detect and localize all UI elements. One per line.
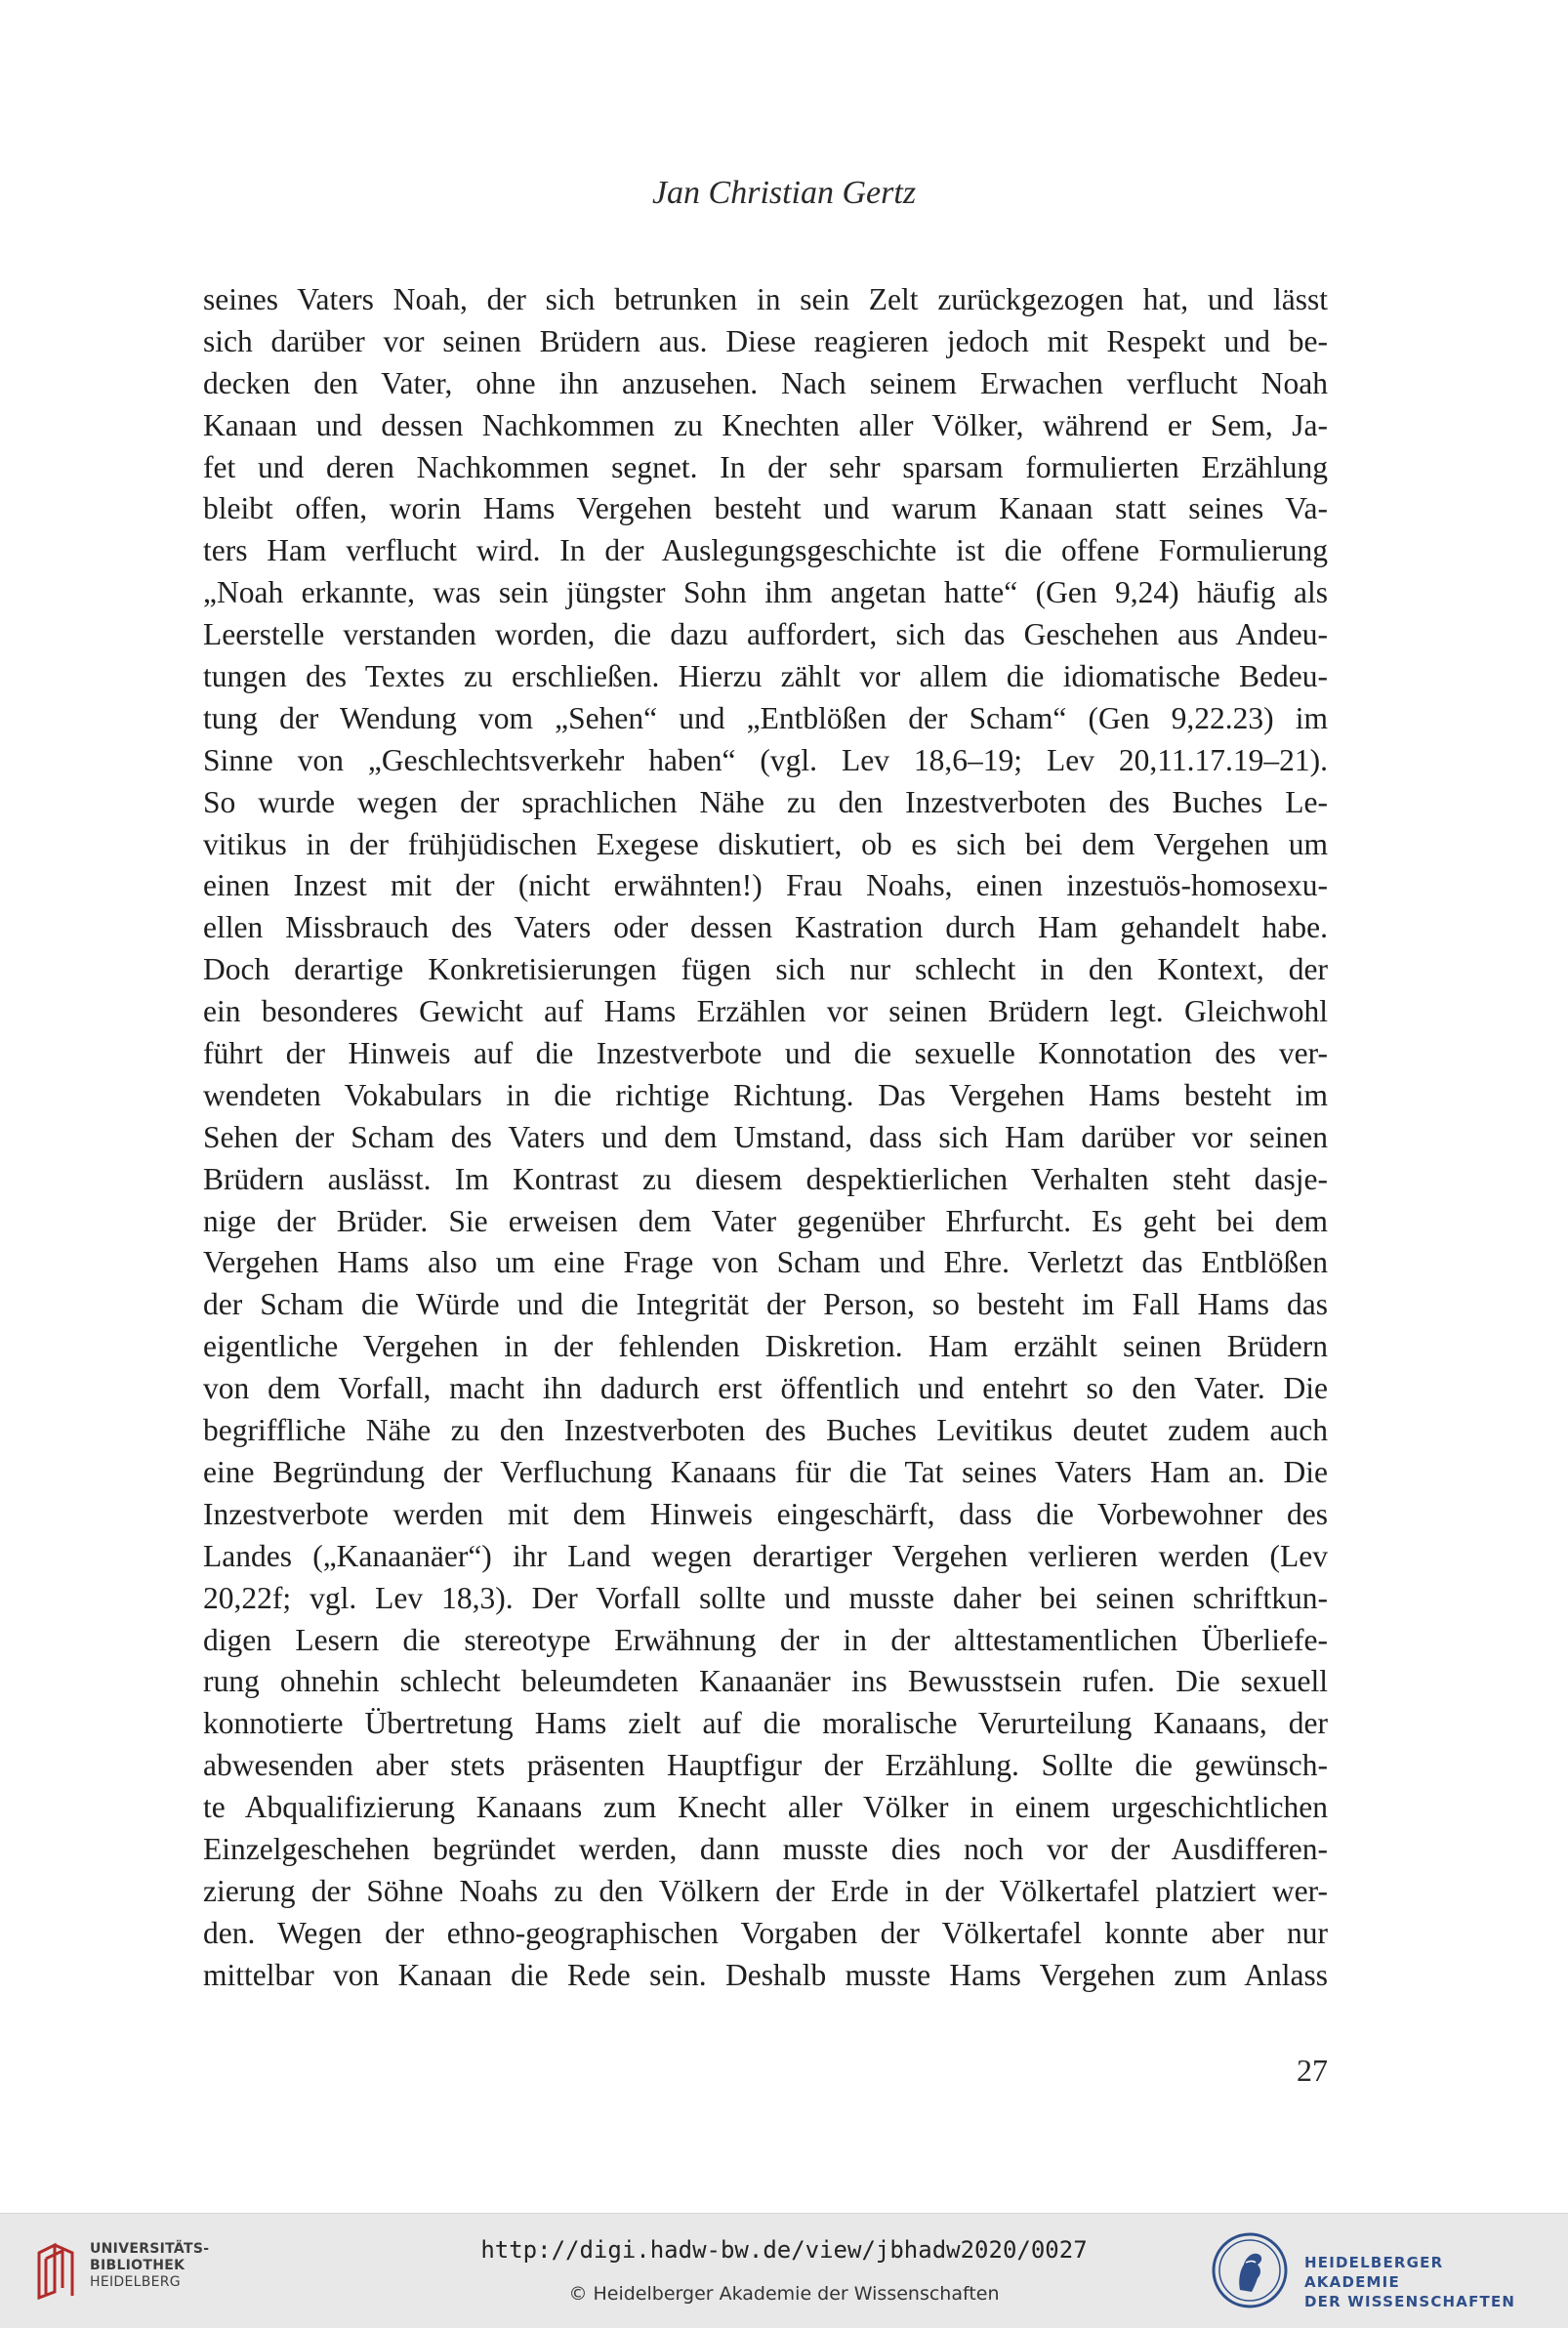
text-line: sich darüber vor seinen Brüdern aus. Diese reagieren jedoch mit Respekt und be- xyxy=(203,323,1328,358)
text-line: mittelbar von Kanaan die Rede sein. Deshalb musste Hams Vergehen zum Anlass xyxy=(203,1957,1328,1992)
text-line: vitikus in der frühjüdischen Exegese diskutiert, ob es sich bei dem Vergehen um xyxy=(203,826,1328,861)
text-line: Landes („Kanaanäer“) ihr Land wegen derartiger Vergehen verlieren werden (Lev xyxy=(203,1538,1328,1573)
library-logo-line3: HEIDELBERG xyxy=(90,2274,181,2290)
text-line: wendeten Vokabulars in die richtige Richtung. Das Vergehen Hams besteht im xyxy=(203,1077,1328,1112)
text-line: tung der Wendung vom „Sehen“ und „Entblößen der Scham“ (Gen 9,22.23) im xyxy=(203,700,1328,735)
text-line: Sinne von „Geschlechtsverkehr haben“ (vgl. Lev 18,6–19; Lev 20,11.17.19–21). xyxy=(203,742,1328,777)
academy-logo-line1: HEIDELBERGER AKADEMIE xyxy=(1304,2254,1444,2291)
text-line: konnotierte Übertretung Hams zielt auf die moralische Verurteilung Kanaans, der xyxy=(203,1706,1328,1741)
text-line: Leerstelle verstanden worden, die dazu auffordert, sich das Geschehen aus Andeu- xyxy=(203,617,1328,652)
academy-seal-icon xyxy=(1211,2231,1289,2309)
text-line: abwesenden aber stets präsenten Hauptfigur der Erzählung. Sollte die gewünsch- xyxy=(203,1748,1328,1783)
text-line: 20,22f; vgl. Lev 18,3). Der Vorfall sollte und musste daher bei seinen schriftkun- xyxy=(203,1580,1328,1615)
text-line: Kanaan und dessen Nachkommen zu Knechten aller Völker, während er Sem, Ja- xyxy=(203,407,1328,442)
text-line: tungen des Textes zu erschließen. Hierzu zählt vor allem die idiomatische Bedeu- xyxy=(203,659,1328,694)
text-line: Sehen der Scham des Vaters und dem Umstand, dass sich Ham darüber vor seinen xyxy=(203,1119,1328,1154)
text-line: eine Begründung der Verfluchung Kanaans für die Tat seines Vaters Ham an. Die xyxy=(203,1454,1328,1489)
text-line: Brüdern auslässt. Im Kontrast zu diesem despektierlichen Verhalten steht dasje- xyxy=(203,1161,1328,1196)
text-line: von dem Vorfall, macht ihn dadurch erst öffentlich und entehrt so den Vater. Die xyxy=(203,1371,1328,1406)
text-line: te Abqualifizierung Kanaans zum Knecht aller Völker in einem urgeschichtlichen xyxy=(203,1790,1328,1825)
library-logo-line2: BIBLIOTHEK xyxy=(90,2258,186,2273)
text-line: Vergehen Hams also um eine Frage von Scham und Ehre. Verletzt das Entblößen xyxy=(203,1245,1328,1280)
text-line: „Noah erkannte, was sein jüngster Sohn ihm angetan hatte“ (Gen 9,24) häufig als xyxy=(203,575,1328,610)
text-line: decken den Vater, ohne ihn anzusehen. Nach seinem Erwachen verflucht Noah xyxy=(203,365,1328,400)
text-line: eigentliche Vergehen in der fehlenden Diskretion. Ham erzählt seinen Brüdern xyxy=(203,1329,1328,1364)
permalink-url[interactable]: http://digi.hadw-bw.de/view/jbhadw2020/0027 xyxy=(480,2236,1088,2264)
text-line: nige der Brüder. Sie erweisen dem Vater gegenüber Ehrfurcht. Es geht bei dem xyxy=(203,1203,1328,1238)
copyright-notice: © Heidelberger Akademie der Wissenschaften xyxy=(568,2283,1000,2305)
text-line: begriffliche Nähe zu den Inzestverboten des Buches Levitikus deutet zudem auch xyxy=(203,1413,1328,1448)
body-text xyxy=(203,279,1328,1997)
library-logo-line1: UNIVERSITÄTS- xyxy=(90,2241,210,2257)
page-number: 27 xyxy=(1297,2053,1328,2088)
text-line: digen Lesern die stereotype Erwähnung der in der alttestamentlichen Überliefe- xyxy=(203,1622,1328,1657)
text-line: Einzelgeschehen begründet werden, dann musste dies noch vor der Ausdifferen- xyxy=(203,1831,1328,1866)
text-line: rung ohnehin schlecht beleumdeten Kanaanäer ins Bewusstsein rufen. Die sexuell xyxy=(203,1664,1328,1699)
academy-logo-text xyxy=(1304,2253,1543,2311)
running-head: Jan Christian Gertz xyxy=(651,175,917,211)
academy-logo[interactable] xyxy=(1211,2231,1543,2309)
text-line: Inzestverbote werden mit dem Hinweis eingeschärft, dass die Vorbewohner des xyxy=(203,1496,1328,1531)
text-line: ters Ham verflucht wird. In der Auslegungsgeschichte ist die offene Formulierung xyxy=(203,533,1328,568)
text-line: bleibt offen, worin Hams Vergehen besteht und warum Kanaan statt seines Va- xyxy=(203,491,1328,526)
text-line: der Scham die Würde und die Integrität der Person, so besteht im Fall Hams das xyxy=(203,1287,1328,1322)
text-line: Doch derartige Konkretisierungen fügen sich nur schlecht in den Kontext, der xyxy=(203,952,1328,987)
text-line: ein besonderes Gewicht auf Hams Erzählen vor seinen Brüdern legt. Gleichwohl xyxy=(203,994,1328,1029)
text-line: führt der Hinweis auf die Inzestverbote und die sexuelle Konnotation des ver- xyxy=(203,1036,1328,1071)
academy-logo-line2: DER WISSENSCHAFTEN xyxy=(1304,2293,1516,2310)
text-line: seines Vaters Noah, der sich betrunken in sein Zelt zurückgezogen hat, und lässt xyxy=(203,282,1328,316)
text-line: ellen Missbrauch des Vaters oder dessen Kastration durch Ham gehandelt habe. xyxy=(203,910,1328,945)
text-line: So wurde wegen der sprachlichen Nähe zu den Inzestverboten des Buches Le- xyxy=(203,784,1328,819)
text-line: fet und deren Nachkommen segnet. In der sehr sparsam formulierten Erzählung xyxy=(203,449,1328,484)
text-line: einen Inzest mit der (nicht erwähnten!) Frau Noahs, einen inzestuös-homosexu- xyxy=(203,868,1328,903)
text-line: den. Wegen der ethno-geographischen Vorgaben der Völkertafel konnte aber nur xyxy=(203,1915,1328,1950)
text-line: zierung der Söhne Noahs zu den Völkern der Erde in der Völkertafel platziert wer- xyxy=(203,1873,1328,1908)
footer-bar xyxy=(0,2213,1568,2328)
